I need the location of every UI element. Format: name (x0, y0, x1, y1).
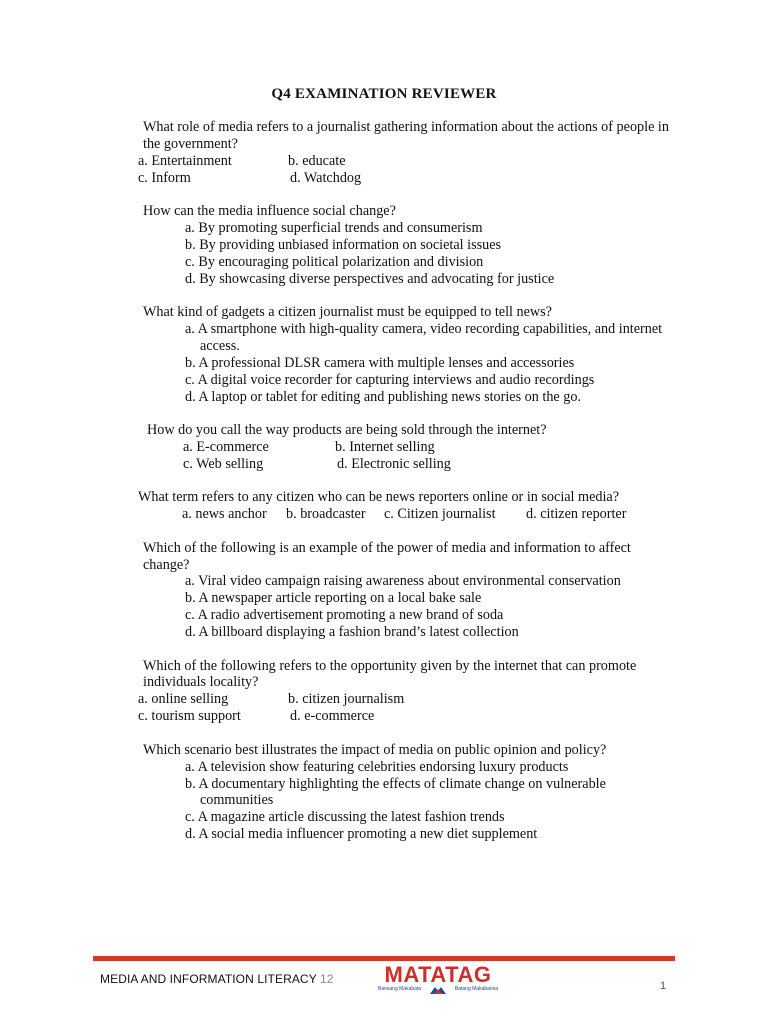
option-d: d. Watchdog (290, 169, 362, 186)
option-row (138, 708, 678, 725)
option-c: c. tourism support (138, 708, 241, 725)
option-c: c. Inform (138, 169, 191, 186)
option-row (182, 506, 678, 523)
question-text: What term refers to any citizen who can be news reporters online or in social media? (138, 489, 620, 506)
option-a: a. By promoting superficial trends and consumerism (185, 220, 483, 237)
option-c: c. A magazine article discussing the latest fashion trends (185, 809, 505, 826)
option-a: a. online selling (138, 691, 229, 708)
question-2 (138, 203, 678, 288)
option-b: b. citizen journalism (288, 691, 405, 708)
option-b: b. By providing unbiased information on societal issues (185, 236, 502, 253)
option-d: d. e-commerce (290, 708, 375, 725)
question-1 (138, 119, 678, 187)
option-a: a. E-commerce (183, 439, 269, 455)
question-4 (138, 422, 678, 473)
question-5 (138, 489, 678, 523)
option-b: b. broadcaster (286, 506, 366, 523)
question-text: What role of media refers to a journalist gathering information about the actions of people in the government? (143, 119, 669, 152)
option-a: a. A television show featuring celebrities endorsing luxury products (185, 758, 569, 775)
option-b: b. Internet selling (335, 439, 435, 455)
option-a: a. Entertainment (138, 152, 232, 169)
option-d: d. A social media influencer promoting a new diet supplement (185, 826, 538, 843)
question-7 (138, 658, 678, 726)
option-d: d. By showcasing diverse perspectives and advocating for justice (185, 270, 555, 287)
grade-level: 12 (320, 972, 334, 986)
page-number: 1 (660, 980, 667, 992)
option-row (138, 153, 678, 170)
question-8 (138, 742, 678, 843)
option-row (138, 170, 678, 187)
question-text: Which scenario best illustrates the impact of media on public opinion and policy? (143, 741, 607, 758)
subject-name: MEDIA AND INFORMATION LITERACY (100, 972, 317, 986)
option-c: c. Web selling (183, 455, 264, 472)
question-6 (138, 540, 678, 641)
question-text: Which of the following is an example of the power of media and information to affect change? (143, 539, 631, 573)
option-a: a. A smartphone with high-quality camera, video recording capabilities, and internet access. (185, 321, 663, 354)
question-text: How do you call the way products are being sold through the internet? (147, 422, 547, 439)
matatag-logo (376, 963, 500, 997)
question-text: Which of the following refers to the opportunity given by the internet that can promote individuals locality? (143, 657, 637, 691)
option-c: c. By encouraging political polarization and division (185, 253, 484, 270)
option-row (183, 439, 678, 456)
option-b: b. A documentary highlighting the effects of climate change on vulnerable communities (185, 775, 606, 809)
question-list (138, 119, 678, 860)
option-d: d. citizen reporter (526, 506, 627, 523)
question-3 (138, 304, 678, 405)
option-row (183, 456, 678, 473)
option-row (138, 691, 678, 708)
logo-wordmark: MATATAG (384, 962, 492, 987)
option-c: c. A radio advertisement promoting a new brand of soda (185, 607, 504, 624)
option-b: b. educate (288, 152, 346, 169)
option-d: d. Electronic selling (337, 455, 451, 472)
option-d: d. A laptop or tablet for editing and publishing news stories on the go. (185, 388, 582, 405)
question-text: How can the media influence social change? (143, 203, 396, 220)
logo-emblem-icon (428, 985, 448, 996)
question-text: What kind of gadgets a citizen journalist must be equipped to tell news? (143, 304, 552, 321)
logo-tagline-right: Batang Makabansa (454, 986, 498, 992)
option-b: b. A newspaper article reporting on a local bake sale (185, 590, 482, 607)
option-b: b. A professional DLSR camera with multiple lenses and accessories (185, 354, 575, 371)
page-title: Q4 EXAMINATION REVIEWER (271, 86, 497, 102)
footer-divider (93, 956, 675, 961)
option-c: c. A digital voice recorder for capturing interviews and audio recordings (185, 371, 595, 388)
footer-subject (100, 972, 334, 986)
logo-tagline-left: Bansang Makabata (378, 986, 422, 992)
option-a: a. Viral video campaign raising awareness about environmental conservation (185, 573, 621, 590)
option-d: d. A billboard displaying a fashion brand’s latest collection (185, 624, 519, 641)
option-a: a. news anchor (182, 506, 267, 523)
option-c: c. Citizen journalist (384, 506, 496, 523)
